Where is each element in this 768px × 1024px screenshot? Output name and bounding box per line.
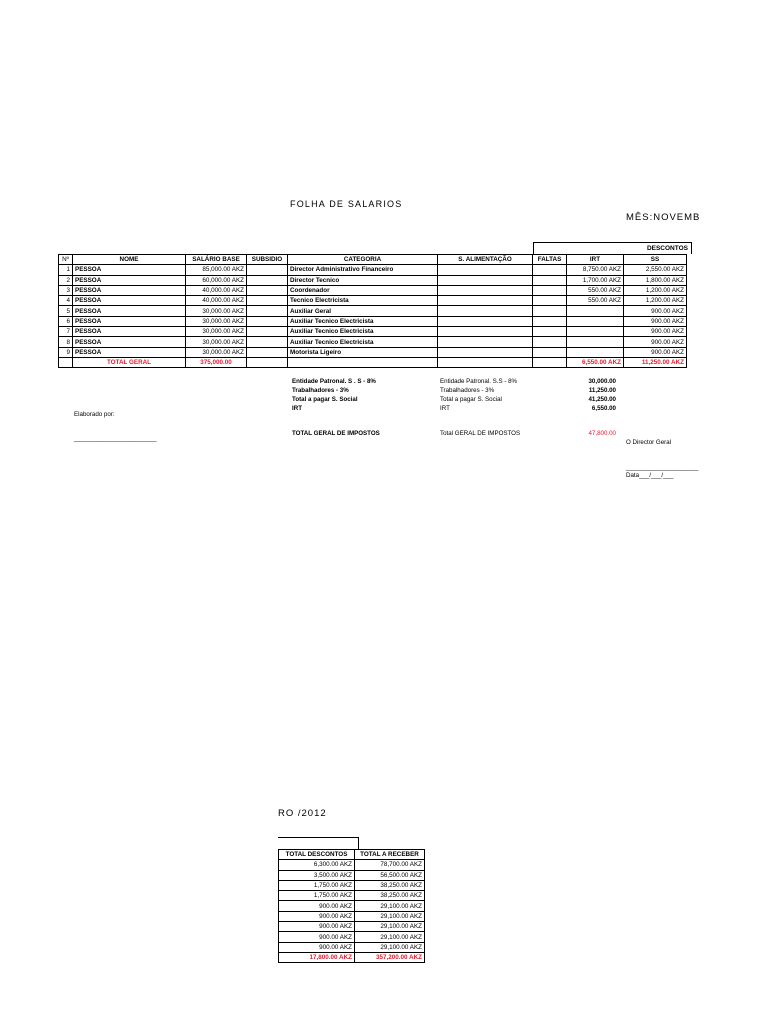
cell-total-rec: 29,100.00 AKZ (355, 932, 425, 942)
cell-total-rec: 56,500.00 AKZ (355, 870, 425, 880)
cell-faltas (533, 316, 567, 326)
cell-irt (567, 316, 624, 326)
cell-total-rec: 29,100.00 AKZ (355, 901, 425, 911)
table-row (279, 891, 425, 901)
cell-ss: 2,550.00 AKZ (624, 265, 687, 275)
cell-irt: 550.00 AKZ (567, 296, 624, 306)
table-row (59, 265, 687, 275)
col-categoria: CATEGORIA (288, 255, 438, 265)
total-ss: 11,250.00 AKZ (624, 357, 687, 367)
total-row (279, 952, 425, 962)
cell-alimentacao (438, 316, 533, 326)
table-header-row (59, 255, 687, 265)
cell-nome: PESSOA (73, 275, 186, 285)
cell-subsidio (247, 316, 288, 326)
table-row (279, 911, 425, 921)
table-row (59, 337, 687, 347)
cell-total-rec: 38,250.00 AKZ (355, 880, 425, 890)
cell-faltas (533, 285, 567, 295)
cell-subsidio (247, 296, 288, 306)
table-row (59, 327, 687, 337)
table-row (59, 347, 687, 357)
cell-ss: 1,200.00 AKZ (624, 296, 687, 306)
date-line: Data___/___/___ (626, 472, 674, 479)
cell-ss: 900.00 AKZ (624, 337, 687, 347)
cell-total-rec: 29,100.00 AKZ (355, 942, 425, 952)
col-ss: SS (624, 255, 687, 265)
cell-nome: PESSOA (73, 316, 186, 326)
table-row (279, 901, 425, 911)
cell-total-desc: 900.00 AKZ (279, 901, 355, 911)
cell-subsidio (247, 306, 288, 316)
cell-categoria: Coordenador (288, 285, 438, 295)
cell-subsidio (247, 275, 288, 285)
total-impostos-label: Total GERAL DE IMPOSTOS (440, 430, 521, 437)
cell-faltas (533, 265, 567, 275)
col-irt: IRT (567, 255, 624, 265)
cell-salario: 40,000.00 AKZ (186, 285, 247, 295)
cell-salario: 30,000.00 AKZ (186, 347, 247, 357)
cell-categoria: Auxiliar Tecnico Electricista (288, 337, 438, 347)
cell-salario: 60,000.00 AKZ (186, 275, 247, 285)
summary-label: IRT (440, 405, 450, 412)
table-row (279, 942, 425, 952)
table-row (59, 306, 687, 316)
cell-num: 4 (59, 296, 73, 306)
cell-alimentacao (438, 337, 533, 347)
cell-total-desc: 900.00 AKZ (279, 942, 355, 952)
table-row (279, 932, 425, 942)
descontos-header (533, 242, 692, 254)
totals-header-row (279, 850, 425, 860)
cell-alimentacao (438, 357, 533, 367)
cell-alimentacao (438, 275, 533, 285)
col-num: Nº (59, 255, 73, 265)
cell-ss: 900.00 AKZ (624, 347, 687, 357)
total-impostos-bold-label: TOTAL GERAL DE IMPOSTOS (292, 430, 380, 437)
summary-value: 41,250.00 (588, 396, 616, 403)
cell-total-rec: 78,700.00 AKZ (355, 860, 425, 870)
cell-categoria: Auxiliar Tecnico Electricista (288, 327, 438, 337)
cell-faltas (533, 357, 567, 367)
cell-ss: 900.00 AKZ (624, 327, 687, 337)
cell-faltas (533, 306, 567, 316)
table-row (59, 296, 687, 306)
cell-categoria: Director Administrativo Financeiro (288, 265, 438, 275)
summary-bold-label: Total a pagar S. Social (292, 396, 358, 403)
cell-nome: PESSOA (73, 306, 186, 316)
descontos-label: DESCONTOS (646, 245, 688, 252)
cell-faltas (533, 347, 567, 357)
cell-total-desc: 6,300.00 AKZ (279, 860, 355, 870)
payroll-table (58, 254, 687, 368)
cell-nome: PESSOA (73, 347, 186, 357)
cell-ss: 1,200.00 AKZ (624, 285, 687, 295)
cell-faltas (533, 296, 567, 306)
cell-irt (567, 347, 624, 357)
cell-faltas (533, 275, 567, 285)
cell-nome: PESSOA (73, 285, 186, 295)
total-row (59, 357, 687, 367)
cell-salario: 30,000.00 AKZ (186, 337, 247, 347)
cell-salario: 85,000.00 AKZ (186, 265, 247, 275)
cell-subsidio (247, 285, 288, 295)
cell-salario: 40,000.00 AKZ (186, 296, 247, 306)
summary-value: 30,000.00 (588, 378, 616, 385)
cell-num (59, 357, 73, 367)
cell-nome: PESSOA (73, 327, 186, 337)
cell-num: 2 (59, 275, 73, 285)
cell-num: 6 (59, 316, 73, 326)
summary-bold-label: IRT (292, 405, 302, 412)
month-label-continuation: RO /2012 (278, 808, 327, 819)
cell-total-desc: 1,750.00 AKZ (279, 880, 355, 890)
cell-irt (567, 306, 624, 316)
totals-table (278, 849, 425, 963)
cell-total-desc: 900.00 AKZ (279, 911, 355, 921)
cell-alimentacao (438, 306, 533, 316)
cell-subsidio (247, 347, 288, 357)
cell-total-desc: 900.00 AKZ (279, 932, 355, 942)
cell-total-rec: 29,100.00 AKZ (355, 922, 425, 932)
total-irt: 6,550.00 AKZ (567, 357, 624, 367)
cell-irt (567, 327, 624, 337)
cell-categoria: Auxiliar Tecnico Electricista (288, 316, 438, 326)
cell-total-desc: 3,500.00 AKZ (279, 870, 355, 880)
col-faltas: FALTAS (533, 255, 567, 265)
cell-alimentacao (438, 285, 533, 295)
cell-irt: 1,700.00 AKZ (567, 275, 624, 285)
total-descontos-sum: 17,800.00 AKZ (279, 952, 355, 962)
cell-num: 3 (59, 285, 73, 295)
cell-total-rec: 38,250.00 AKZ (355, 891, 425, 901)
col-subsidio: SUBSIDIO (247, 255, 288, 265)
cell-faltas (533, 327, 567, 337)
cell-num: 5 (59, 306, 73, 316)
cell-nome: PESSOA (73, 265, 186, 275)
descontos-box-continuation (278, 837, 359, 849)
cell-num: 1 (59, 265, 73, 275)
total-label: TOTAL GERAL (73, 357, 186, 367)
cell-num: 7 (59, 327, 73, 337)
summary-label: Entidade Patronal. S.S - 8% (440, 378, 518, 385)
cell-ss: 1,800.00 AKZ (624, 275, 687, 285)
elaborado-signature-line: ________________________ (74, 435, 157, 442)
table-row (59, 316, 687, 326)
cell-categoria (288, 357, 438, 367)
cell-categoria: Motorista Ligeiro (288, 347, 438, 357)
summary-bold-label: Trabalhadores - 3% (292, 387, 349, 394)
cell-num: 8 (59, 337, 73, 347)
cell-nome: PESSOA (73, 337, 186, 347)
col-salario: SALÁRIO BASE (186, 255, 247, 265)
table-row (59, 285, 687, 295)
table-row (279, 860, 425, 870)
cell-salario: 30,000.00 AKZ (186, 327, 247, 337)
summary-label: Trabalhadores - 3% (440, 387, 495, 394)
total-receber-sum: 357,200.00 AKZ (355, 952, 425, 962)
cell-irt: 8,750.00 AKZ (567, 265, 624, 275)
cell-subsidio (247, 337, 288, 347)
col-alimentacao: S. ALIMENTAÇÃO (438, 255, 533, 265)
director-label: O Director Geral (626, 439, 672, 446)
cell-alimentacao (438, 296, 533, 306)
cell-total-desc: 900.00 AKZ (279, 922, 355, 932)
summary-bold-label: Entidade Patronal. S . S - 8% (292, 378, 376, 385)
elaborado-label: Elaborado por: (74, 411, 115, 418)
summary-label: Total a pagar S. Social (440, 396, 502, 403)
cell-nome: PESSOA (73, 296, 186, 306)
col-total-descontos: TOTAL DESCONTOS (279, 850, 355, 860)
col-nome: NOME (73, 255, 186, 265)
cell-alimentacao (438, 265, 533, 275)
month-label: MÊS:NOVEMB (626, 212, 701, 223)
col-total-receber: TOTAL A RECEBER (355, 850, 425, 860)
cell-total-rec: 29,100.00 AKZ (355, 911, 425, 921)
cell-subsidio (247, 265, 288, 275)
cell-ss: 900.00 AKZ (624, 306, 687, 316)
summary-value: 6,550.00 (591, 405, 616, 412)
cell-categoria: Tecnico Electricista (288, 296, 438, 306)
cell-salario: 30,000.00 AKZ (186, 316, 247, 326)
cell-irt (567, 337, 624, 347)
cell-faltas (533, 337, 567, 347)
summary-value: 11,250.00 (588, 387, 616, 394)
total-salario: 375,000.00 (186, 357, 247, 367)
cell-salario: 30,000.00 AKZ (186, 306, 247, 316)
director-signature-line: _____________________ (626, 464, 699, 471)
cell-irt: 550.00 AKZ (567, 285, 624, 295)
total-impostos-value: 47,800.00 (588, 430, 616, 437)
table-row (59, 275, 687, 285)
cell-alimentacao (438, 347, 533, 357)
table-row (279, 870, 425, 880)
cell-subsidio (247, 357, 288, 367)
cell-categoria: Director Tecnico (288, 275, 438, 285)
cell-ss: 900.00 AKZ (624, 316, 687, 326)
table-row (279, 880, 425, 890)
cell-alimentacao (438, 327, 533, 337)
document-title: FOLHA DE SALARIOS (290, 199, 403, 209)
cell-categoria: Auxiliar Geral (288, 306, 438, 316)
cell-subsidio (247, 327, 288, 337)
cell-total-desc: 1,750.00 AKZ (279, 891, 355, 901)
cell-num: 9 (59, 347, 73, 357)
table-row (279, 922, 425, 932)
